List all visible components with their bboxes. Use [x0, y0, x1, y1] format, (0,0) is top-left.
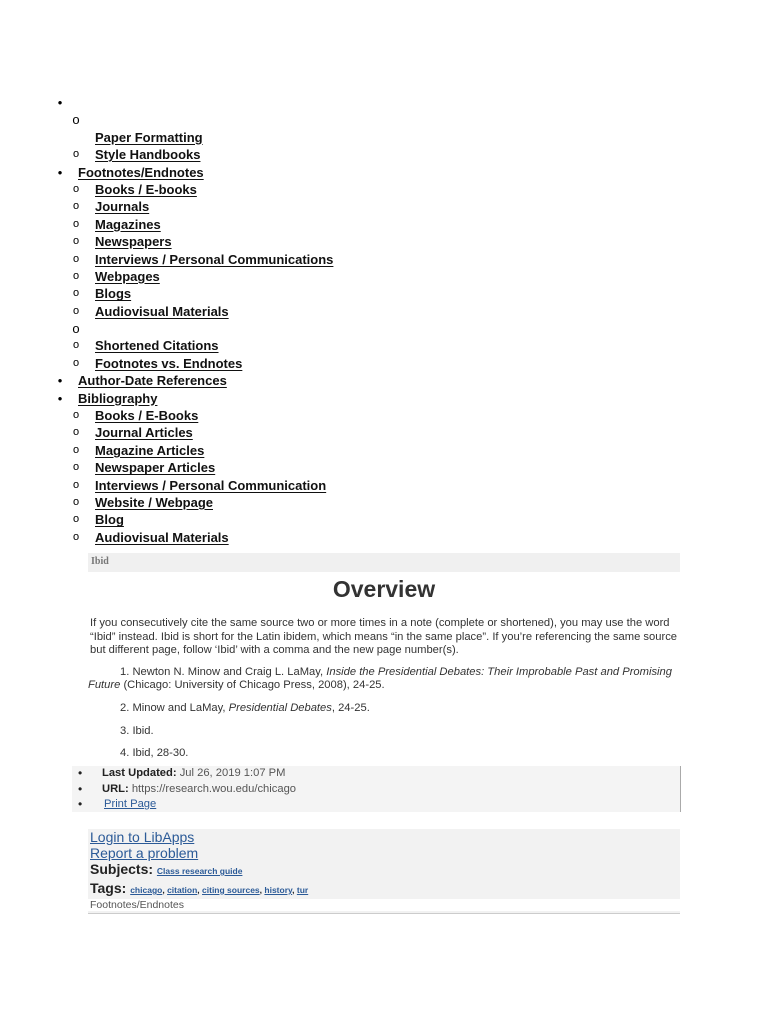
circle-bullet-icon: o [72, 495, 80, 508]
nav-link-fn-audiovisual[interactable]: Audiovisual Materials [95, 303, 229, 319]
circle-bullet-icon: o [72, 304, 80, 317]
nav-link-author-date[interactable]: Author-Date References [78, 373, 227, 389]
note-2-suffix: , 24-25. [331, 701, 370, 714]
nav-row [0, 442, 768, 459]
note-2-prefix: 2. Minow and LaMay, [120, 701, 229, 714]
nav-link-paper-formatting[interactable]: Paper Formatting [95, 129, 203, 145]
circle-bullet-icon: o [72, 235, 80, 248]
nav-link-fn-interviews[interactable]: Interviews / Personal Communications [95, 251, 334, 267]
nav-link-fn-books[interactable]: Books / E-books [95, 181, 197, 197]
nav-row [0, 303, 768, 320]
print-row [72, 797, 680, 813]
nav-row [0, 477, 768, 494]
print-page-link[interactable]: Print Page [104, 798, 157, 811]
nav-link-bib-audiovisual[interactable]: Audiovisual Materials [95, 529, 229, 545]
nav-row [0, 494, 768, 511]
tag-link[interactable]: citing sources [202, 885, 260, 895]
intro-paragraph: If you consecutively cite the same source two or more times in a note (complete or shortened), you may use the word “Ibid” instead. Ibid is short for the Latin ibidem, which means “in the same place”. If you’re referencing the same source but different page, follow ‘Ibid’ with a comma and the new page number(s). [90, 617, 678, 657]
circle-bullet-icon: o [72, 530, 80, 543]
nav-row [0, 251, 768, 268]
guide-navigation [0, 94, 768, 546]
nav-row [0, 372, 768, 389]
note-2-title: Presidential Debates [228, 701, 332, 714]
nav-row [0, 407, 768, 424]
nav-row [0, 198, 768, 215]
nav-link-bib-books[interactable]: Books / E-Books [95, 408, 199, 424]
nav-link-bib-interviews[interactable]: Interviews / Personal Communication [95, 477, 327, 493]
nav-link-fn-webpages[interactable]: Webpages [95, 268, 160, 284]
note-3 [88, 725, 680, 739]
nav-row [0, 285, 768, 302]
nav-row [0, 181, 768, 198]
nav-row [0, 511, 768, 528]
nav-row [0, 216, 768, 233]
nav-row [0, 233, 768, 250]
circle-bullet-icon: o [72, 513, 80, 526]
bullet-icon: • [78, 766, 83, 780]
box-tab[interactable]: Ibid [88, 553, 680, 572]
note-3-text: 3. Ibid. [120, 724, 154, 737]
nav-row [0, 111, 768, 128]
bullet-icon: • [57, 95, 63, 110]
nav-row [0, 337, 768, 354]
circle-bullet-icon: o [72, 356, 80, 369]
nav-row [0, 129, 768, 146]
nav-link-footnotes[interactable]: Footnotes/Endnotes [78, 164, 204, 180]
nav-row [0, 268, 768, 285]
circle-bullet-icon: o [72, 269, 80, 282]
note-1 [88, 666, 680, 693]
tag-link[interactable]: citation [167, 885, 198, 895]
nav-row [0, 459, 768, 476]
tag-link[interactable]: chicago [130, 885, 163, 895]
note-1-title: Inside the Presidential Debates: Their Improbable Past and Promising Future [88, 665, 672, 692]
tag-link[interactable]: tur [296, 885, 309, 895]
report-problem-link[interactable]: Report a problem [90, 845, 199, 861]
circle-bullet-icon: o [72, 339, 80, 352]
breadcrumb: Footnotes/Endnotes [88, 899, 680, 911]
nav-link-bib-magazine-articles[interactable]: Magazine Articles [95, 442, 205, 458]
nav-link-bib-journal-articles[interactable]: Journal Articles [95, 425, 193, 441]
nav-link-bibliography[interactable]: Bibliography [78, 390, 158, 406]
note-2 [88, 702, 680, 716]
note-1-suffix: (Chicago: University of Chicago Press, 2008), 24-25. [120, 679, 385, 692]
circle-bullet-icon: o [72, 287, 80, 300]
nav-link-fn-blogs[interactable]: Blogs [95, 286, 132, 302]
nav-row [0, 94, 768, 111]
bullet-icon: • [57, 164, 63, 180]
nav-link-bib-blog[interactable]: Blog [95, 512, 124, 528]
nav-link-footnotes-vs-endnotes[interactable]: Footnotes vs. Endnotes [95, 355, 243, 371]
page-meta [72, 766, 681, 812]
circle-bullet-icon: o [72, 426, 80, 439]
nav-row [0, 146, 768, 163]
circle-bullet-icon: o [72, 112, 80, 128]
last-updated-row [72, 766, 680, 782]
bullet-icon: • [57, 390, 63, 406]
circle-bullet-icon: o [72, 200, 80, 213]
page-title: Overview [332, 576, 436, 602]
nav-link-fn-newspapers[interactable]: Newspapers [95, 234, 172, 250]
note-1-prefix: 1. Newton N. Minow and Craig L. LaMay, [120, 665, 327, 678]
circle-bullet-icon: o [72, 217, 80, 230]
circle-bullet-icon: o [72, 148, 80, 161]
ibid-box [88, 553, 680, 761]
nav-row [0, 390, 768, 407]
subject-link[interactable]: Class research guide [156, 866, 243, 876]
nav-link-style-handbooks[interactable]: Style Handbooks [95, 147, 201, 163]
tags-label: Tags: [90, 880, 127, 896]
circle-bullet-icon: o [72, 182, 80, 195]
nav-row [0, 424, 768, 441]
tag-link[interactable]: history [264, 885, 293, 895]
url-value: https://research.wou.edu/chicago [131, 782, 297, 795]
bullet-icon: • [78, 781, 83, 796]
circle-bullet-icon: o [72, 252, 80, 265]
last-updated-label: Last Updated: [102, 767, 177, 779]
nav-link-fn-journals[interactable]: Journals [95, 199, 150, 215]
login-libapps-link[interactable]: Login to LibApps [90, 829, 195, 845]
circle-bullet-icon: o [72, 461, 80, 474]
circle-bullet-icon: o [72, 478, 80, 491]
url-label: URL: [102, 782, 129, 795]
page-footer [88, 829, 680, 914]
nav-link-fn-magazines[interactable]: Magazines [95, 216, 161, 232]
circle-bullet-icon: o [72, 409, 80, 422]
circle-bullet-icon: o [72, 443, 80, 456]
last-updated-value: Jul 26, 2019 1:07 PM [179, 767, 286, 779]
subjects-line [88, 861, 680, 880]
nav-link-bib-website[interactable]: Website / Webpage [95, 494, 213, 510]
circle-bullet-icon: o [72, 321, 80, 337]
subjects-label: Subjects: [90, 861, 154, 877]
url-row [72, 782, 680, 798]
nav-row [0, 529, 768, 546]
nav-row [0, 355, 768, 372]
nav-link-bib-newspaper-articles[interactable]: Newspaper Articles [95, 460, 216, 476]
bullet-icon: • [57, 373, 63, 389]
tags-line: Tags: chicago, citation, citing sources, history, tur [90, 880, 309, 896]
note-4-text: 4. Ibid, 28-30. [120, 747, 189, 760]
bullet-icon: • [78, 797, 83, 812]
nav-row [0, 164, 768, 181]
nav-row [0, 320, 768, 337]
nav-link-shortened-citations[interactable]: Shortened Citations [95, 338, 219, 354]
note-4 [88, 747, 680, 761]
